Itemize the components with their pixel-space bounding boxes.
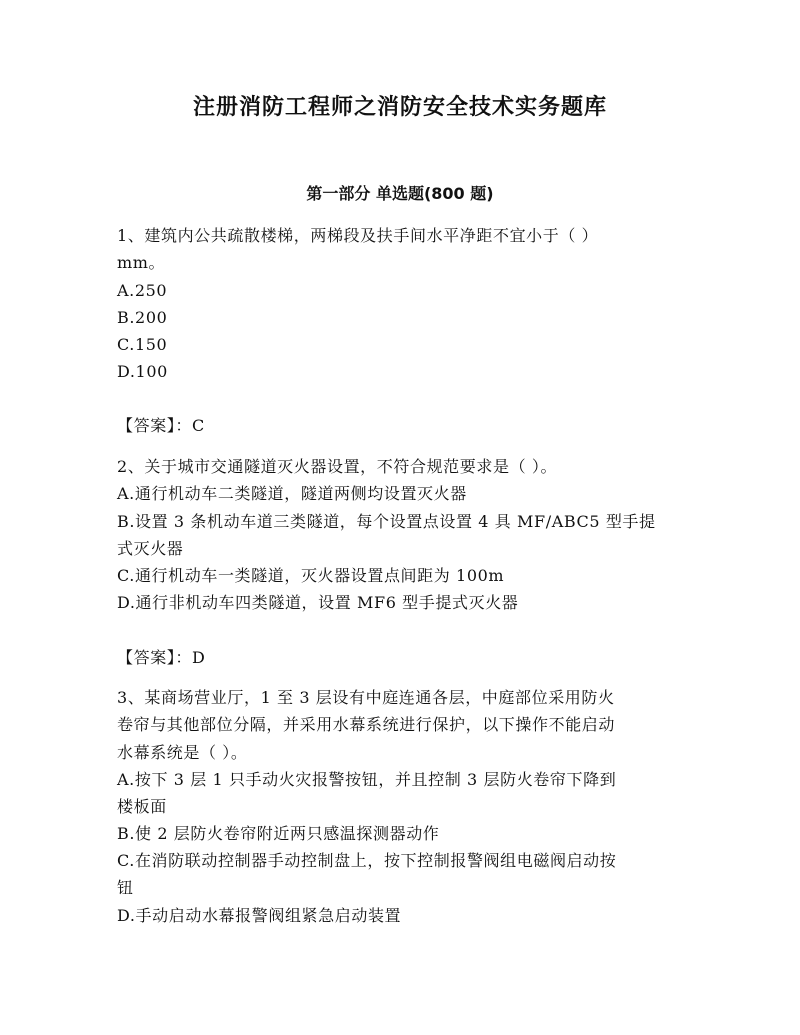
question-2-option-a: A.通行机动车二类隧道，隧道两侧均设置灭火器 — [117, 484, 467, 503]
question-1-option-a: A.250 — [117, 281, 168, 300]
question-2-answer: 【答案】：D — [117, 648, 206, 667]
question-2-option-b: B.设置 3 条机动车道三类隧道，每个设置点设置 4 具 MF/ABC5 型手提 — [117, 512, 656, 531]
question-3-option-a-cont: 楼板面 — [117, 797, 167, 816]
question-1-stem-line-1: 1、建筑内公共疏散楼梯，两梯段及扶手间水平净距不宜小于（ ） — [117, 226, 599, 245]
question-3-option-d: D.手动启动水幕报警阀组紧急启动装置 — [117, 906, 402, 925]
question-2-option-c: C.通行机动车一类隧道，灭火器设置点间距为 100m — [117, 566, 505, 585]
question-2-stem-line-1: 2、关于城市交通隧道灭火器设置，不符合规范要求是（ ）。 — [117, 457, 558, 476]
section-title: 第一部分 单选题(800 题) — [306, 184, 494, 203]
question-1-option-b: B.200 — [117, 308, 168, 327]
question-2-option-b-cont: 式灭火器 — [117, 539, 184, 558]
document-title: 注册消防工程师之消防安全技术实务题库 — [192, 95, 607, 120]
question-1-option-d: D.100 — [117, 362, 168, 381]
question-3-option-b: B.使 2 层防火卷帘附近两只感温探测器动作 — [117, 824, 440, 843]
question-2-option-d: D.通行非机动车四类隧道，设置 MF6 型手提式灭火器 — [117, 593, 519, 612]
question-1-stem-line-2: mm。 — [117, 253, 166, 272]
question-3-stem-line-2: 卷帘与其他部位分隔，并采用水幕系统进行保护，以下操作不能启动 — [117, 715, 616, 734]
question-3-stem-line-3: 水幕系统是（ ）。 — [117, 743, 248, 762]
question-3-option-c: C.在消防联动控制器手动控制盘上，按下控制报警阀组电磁阀启动按 — [117, 851, 617, 870]
question-3-option-c-cont: 钮 — [117, 878, 134, 897]
question-3-option-a: A.按下 3 层 1 只手动火灾报警按钮，并且控制 3 层防火卷帘下降到 — [117, 770, 617, 789]
question-1-answer: 【答案】：C — [117, 416, 205, 435]
question-3-stem-line-1: 3、某商场营业厅，1 至 3 层设有中庭连通各层，中庭部位采用防火 — [117, 688, 615, 707]
question-1-option-c: C.150 — [117, 335, 168, 354]
